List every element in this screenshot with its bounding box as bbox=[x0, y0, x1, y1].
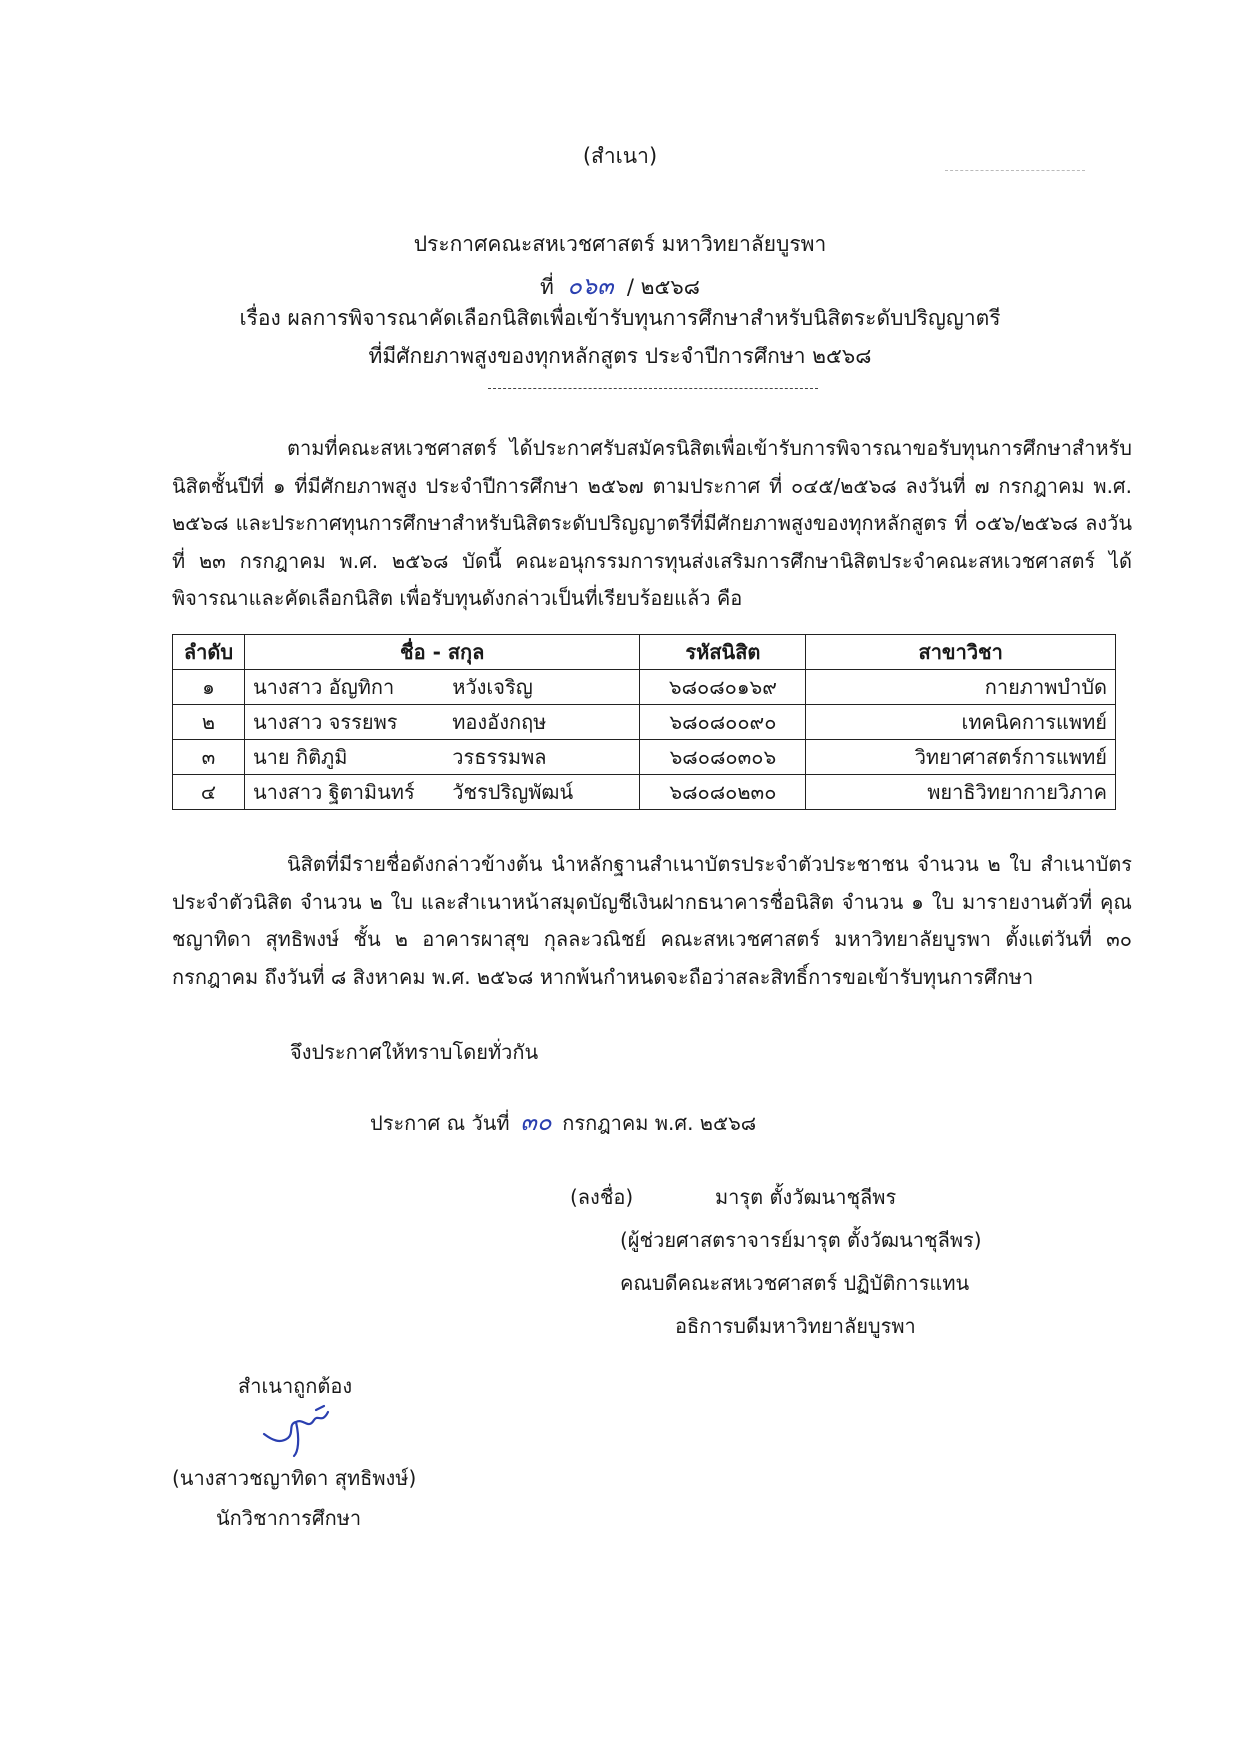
paragraph-closing: จึงประกาศให้ทราบโดยทั่วกัน bbox=[290, 1040, 539, 1064]
paragraph-instructions-text: นิสิตที่มีรายชื่อดังกล่าวข้างต้น นำหลักฐานสำเนาบัตรประจำตัวประชาชน จำนวน ๒ ใบ สำเนาบัตรประจำตัวนิสิต จำนวน ๒ ใบ และสำเนาหน้าสมุดบัญชีเงินฝากธนาคารชื่อนิสิต จำนวน ๑ ใบ มารายงานตัวที่ คุณชญาทิดา สุทธิพงษ์ ชั้น ๒ อาคารผาสุข กุลละวณิชย์ คณะสหเวชศาสตร์ มหาวิทยาลัยบูรพา ตั้งแต่วันที่ ๓๐ กรกฎาคม ถึงวันที่ ๘ สิงหาคม พ.ศ. ๒๕๖๘ หากพ้นกำหนดจะถือว่าสละสิทธิ์การขอเข้ารับทุนการศึกษา bbox=[172, 852, 1132, 989]
row-student-id: ๖๘๐๘๐๑๖๙ bbox=[640, 670, 806, 705]
table-row bbox=[173, 670, 1116, 705]
announcement-title: ประกาศคณะสหเวชศาสตร์ มหาวิทยาลัยบูรพา bbox=[413, 232, 827, 256]
row-last-name: วัชรปริญพัฒน์ bbox=[444, 775, 640, 810]
certifier-name: (นางสาวชญาทิดา สุทธิพงษ์) bbox=[172, 1466, 417, 1490]
dated-suffix: กรกฎาคม พ.ศ. ๒๕๖๘ bbox=[562, 1111, 757, 1135]
header-order: ลำดับ bbox=[173, 635, 245, 670]
certified-label: สำเนาถูกต้อง bbox=[238, 1374, 353, 1398]
announcement-number bbox=[0, 266, 1240, 305]
table-header-row bbox=[173, 635, 1116, 670]
table-row bbox=[173, 775, 1116, 810]
row-student-id: ๖๘๐๘๐๓๐๖ bbox=[640, 740, 806, 775]
title-divider bbox=[488, 388, 818, 389]
handwritten-signature-icon bbox=[258, 1400, 338, 1460]
row-last-name: วรธรรมพล bbox=[444, 740, 640, 775]
scan-mark bbox=[945, 170, 1085, 175]
signer-position: คณบดีคณะสหเวชศาสตร์ ปฏิบัติการแทน bbox=[620, 1271, 970, 1295]
number-suffix: / ๒๕๖๘ bbox=[626, 275, 700, 299]
number-handwritten: ๐๖๓ bbox=[567, 272, 614, 300]
row-major: กายภาพบำบัด bbox=[806, 670, 1116, 705]
table-row bbox=[173, 740, 1116, 775]
signer-full-name: (ผู้ช่วยศาสตราจารย์มารุต ตั้งวัฒนาชุลีพร) bbox=[620, 1228, 982, 1252]
table-row bbox=[173, 705, 1116, 740]
row-major: พยาธิวิทยากายวิภาค bbox=[806, 775, 1116, 810]
row-major: วิทยาศาสตร์การแพทย์ bbox=[806, 740, 1116, 775]
row-student-id: ๖๘๐๘๐๒๓๐ bbox=[640, 775, 806, 810]
row-first-name: นางสาว อัญทิกา bbox=[244, 670, 444, 705]
row-order: ๓ bbox=[173, 740, 245, 775]
signature-block bbox=[570, 1176, 1030, 1348]
header-major: สาขาวิชา bbox=[806, 635, 1116, 670]
row-last-name: หวังเจริญ bbox=[444, 670, 640, 705]
row-order: ๔ bbox=[173, 775, 245, 810]
subject-line-2: ที่มีศักยภาพสูงของทุกหลักสูตร ประจำปีการศึกษา ๒๕๖๘ bbox=[368, 344, 872, 368]
scholarship-table bbox=[172, 634, 1116, 810]
row-first-name: นางสาว ฐิตามินทร์ bbox=[244, 775, 444, 810]
header-student-id: รหัสนิสิต bbox=[640, 635, 806, 670]
signer-name: มารุต ตั้งวัฒนาชุลีพร bbox=[715, 1185, 897, 1209]
paragraph-intro-text: ตามที่คณะสหเวชศาสตร์ ได้ประกาศรับสมัครนิสิตเพื่อเข้ารับการพิจารณาขอรับทุนการศึกษาสำหรับนิสิตชั้นปีที่ ๑ ที่มีศักยภาพสูง ประจำปีการศึกษา ๒๕๖๗ ตามประกาศ ที่ ๐๔๕/๒๕๖๘ ลงวันที่ ๗ กรกฎาคม พ.ศ. ๒๕๖๘ และประกาศทุนการศึกษาสำหรับนิสิตระดับปริญญาตรีที่มีศักยภาพสูงของทุกหลักสูตร ที่ ๐๕๖/๒๕๖๘ ลงวันที่ ๒๓ กรกฎาคม พ.ศ. ๒๕๖๘ บัดนี้ คณะอนุกรรมการทุนส่งเสริมการศึกษานิสิตประจำคณะสหเวชศาสตร์ ได้พิจารณาและคัดเลือกนิสิต เพื่อรับทุนดังกล่าวเป็นที่เรียบร้อยแล้ว คือ bbox=[172, 436, 1132, 610]
certifier-position: นักวิชาการศึกษา bbox=[216, 1506, 362, 1530]
row-major: เทคนิคการแพทย์ bbox=[806, 705, 1116, 740]
dated-day-handwritten: ๓๐ bbox=[520, 1108, 552, 1136]
row-first-name: นางสาว จรรยพร bbox=[244, 705, 444, 740]
row-order: ๒ bbox=[173, 705, 245, 740]
row-order: ๑ bbox=[173, 670, 245, 705]
row-student-id: ๖๘๐๘๐๐๙๐ bbox=[640, 705, 806, 740]
number-prefix: ที่ bbox=[540, 275, 554, 299]
copy-label: (สำเนา) bbox=[582, 144, 658, 168]
row-first-name: นาย กิติภูมิ bbox=[244, 740, 444, 775]
dated-line bbox=[370, 1102, 756, 1141]
signature-prefix: (ลงชื่อ) bbox=[570, 1185, 634, 1209]
paragraph-intro bbox=[172, 430, 1132, 618]
subject-line-1: เรื่อง ผลการพิจารณาคัดเลือกนิสิตเพื่อเข้ารับทุนการศึกษาสำหรับนิสิตระดับปริญญาตรี bbox=[239, 306, 1001, 330]
signature-line bbox=[570, 1176, 1030, 1219]
dated-prefix: ประกาศ ณ วันที่ bbox=[370, 1111, 510, 1135]
row-last-name: ทองอังกฤษ bbox=[444, 705, 640, 740]
header-name: ชื่อ - สกุล bbox=[244, 635, 639, 670]
signer-position-2: อธิการบดีมหาวิทยาลัยบูรพา bbox=[675, 1314, 916, 1338]
paragraph-instructions bbox=[172, 846, 1132, 996]
